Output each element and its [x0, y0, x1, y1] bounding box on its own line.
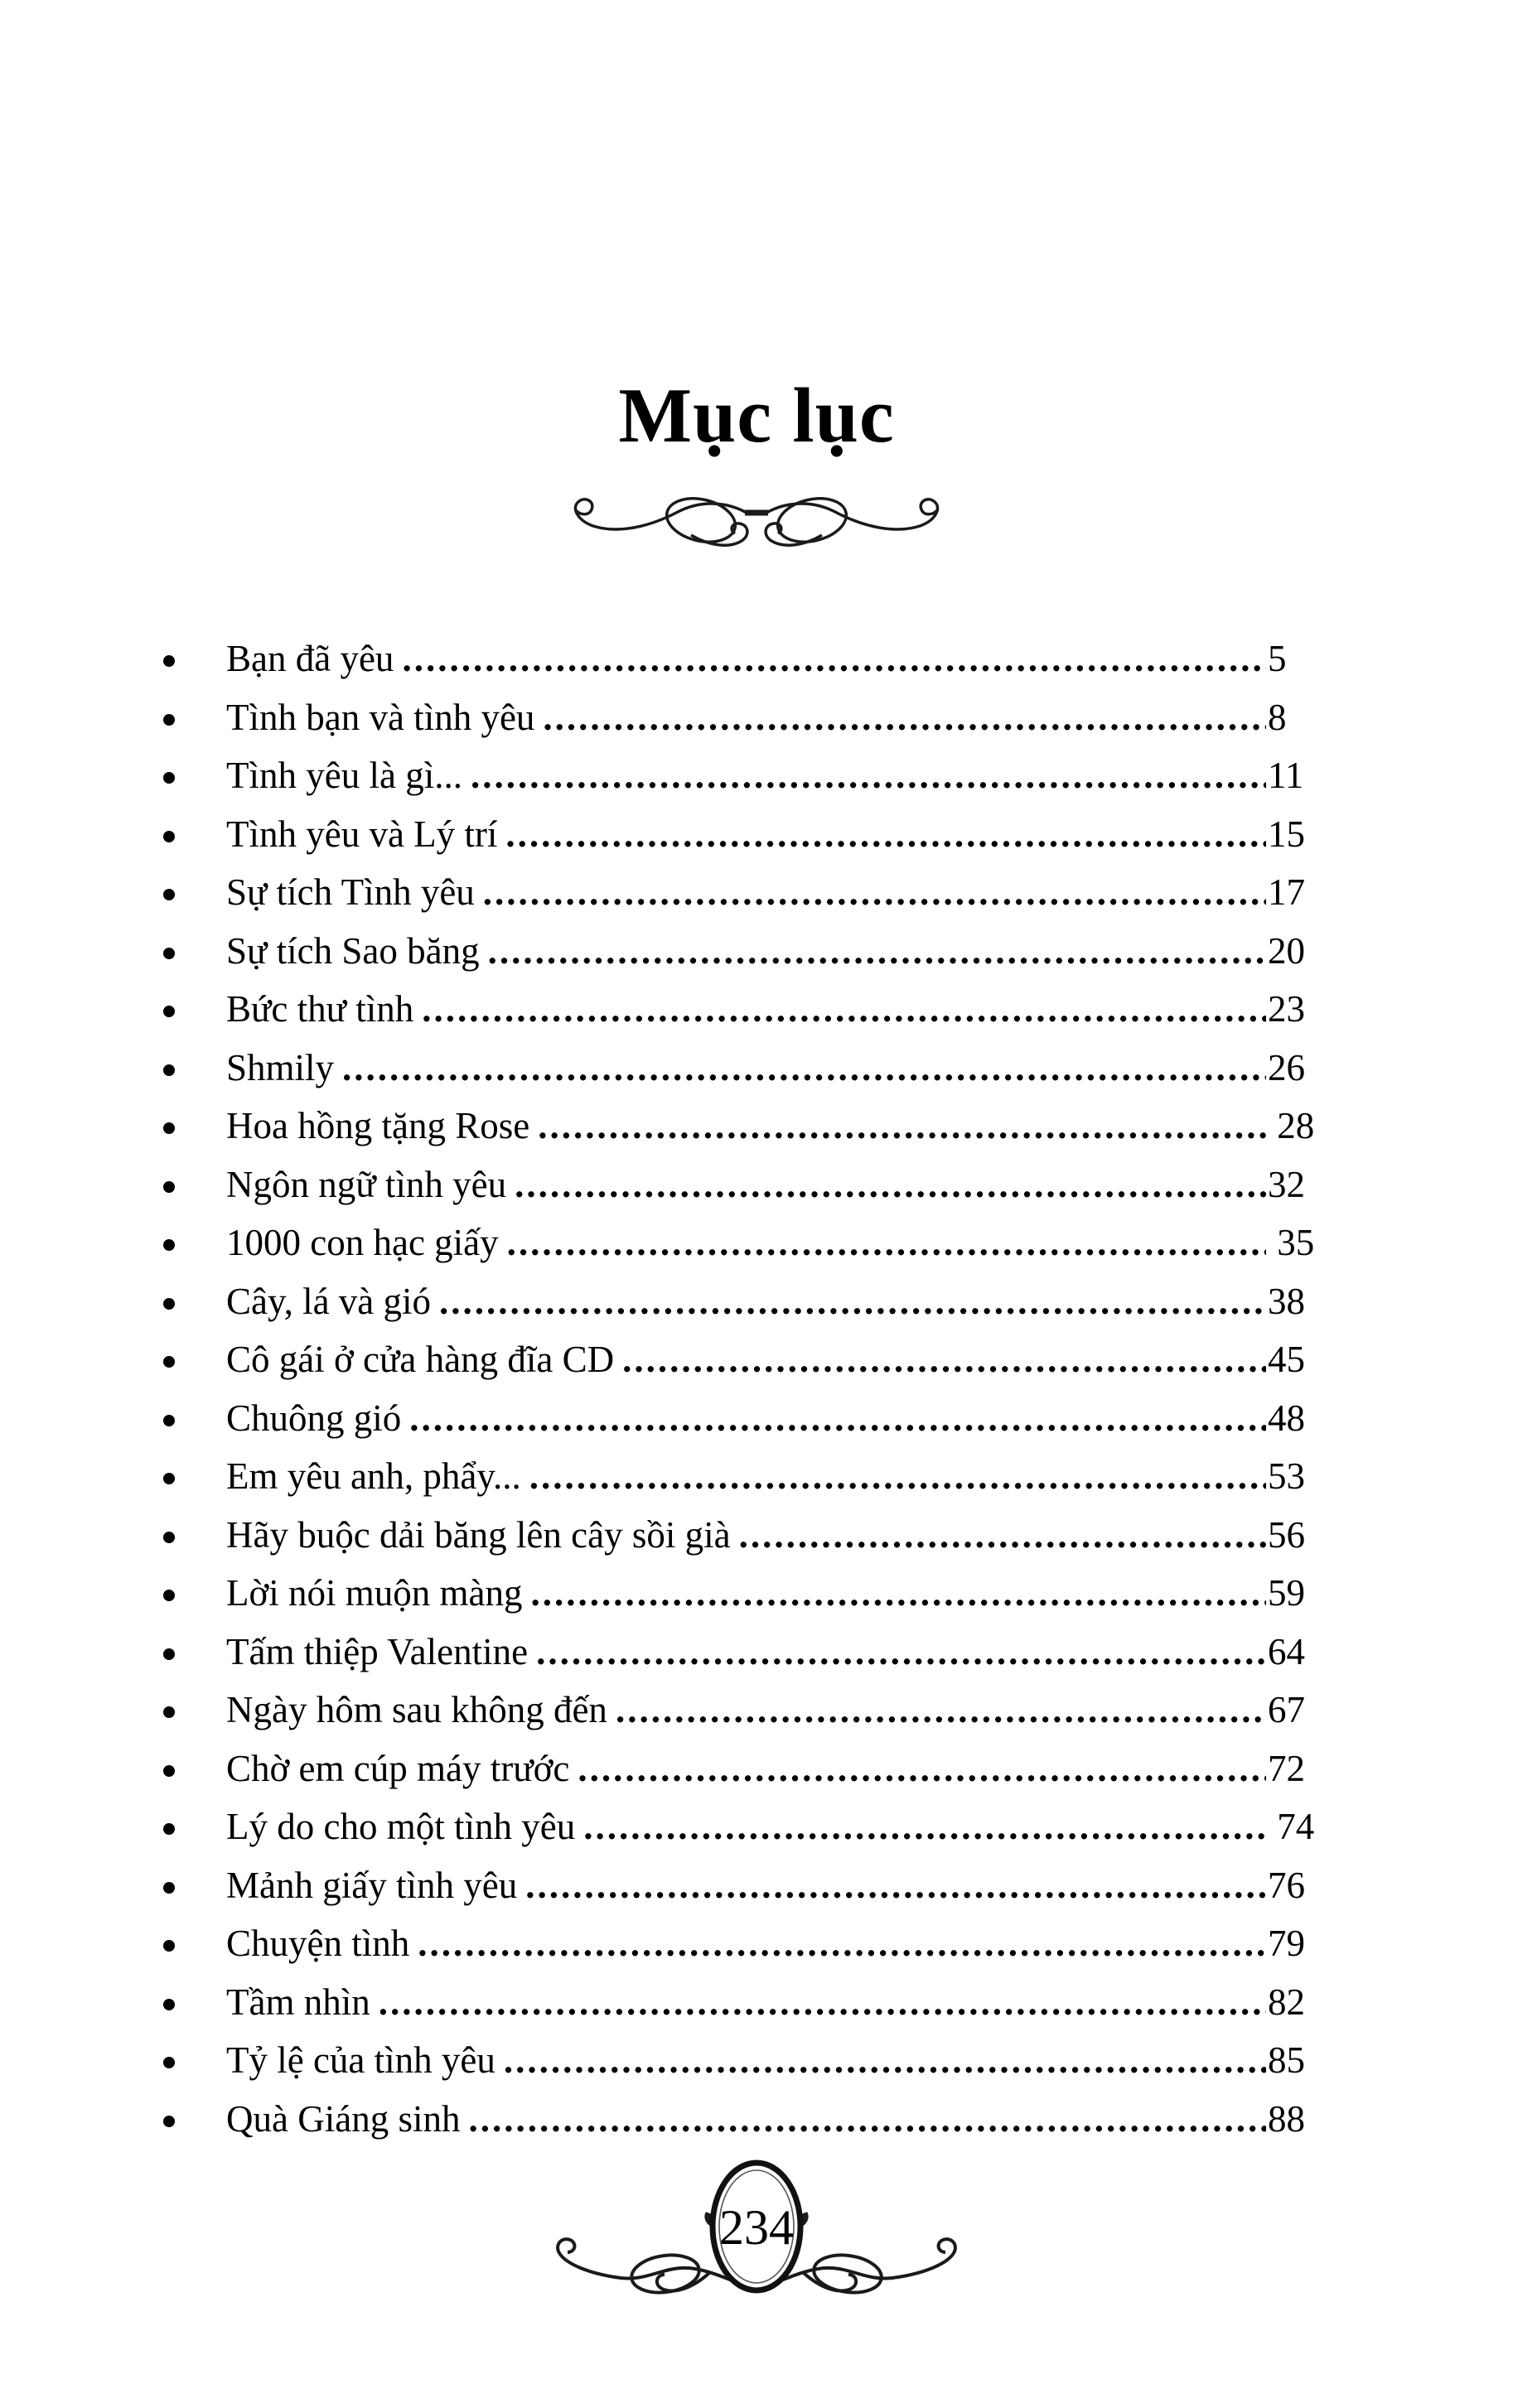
- leader-dots: [538, 1097, 1266, 1156]
- toc-item-page: 74: [1268, 1806, 1315, 1848]
- toc-item-title: Bức thư tình: [226, 988, 414, 1030]
- toc-item-title: Tình bạn và tình yêu: [226, 696, 535, 738]
- toc-row[interactable]: [163, 1156, 1334, 1214]
- toc-item-page: 35: [1268, 1222, 1315, 1264]
- leader-dots: [739, 1506, 1266, 1565]
- toc-item-title: Ngày hôm sau không đến: [226, 1689, 607, 1731]
- bullet-icon: [163, 1527, 226, 1543]
- leader-dots: [488, 922, 1266, 981]
- toc-list: [0, 630, 1513, 2148]
- toc-row[interactable]: [163, 1506, 1334, 1565]
- toc-item-title: 1000 con hạc giấy: [226, 1222, 499, 1264]
- toc-item-page: 20: [1268, 929, 1305, 972]
- toc-item-title: Tình yêu và Lý trí: [226, 813, 498, 855]
- bullet-icon: [163, 884, 226, 900]
- toc-row[interactable]: [163, 863, 1334, 922]
- toc-item-title: Ngôn ngữ tình yêu: [226, 1163, 507, 1205]
- toc-row[interactable]: [163, 922, 1334, 981]
- leader-dots: [422, 980, 1266, 1039]
- bullet-icon: [163, 709, 226, 726]
- toc-item-title: Cây, lá và gió: [226, 1280, 432, 1322]
- toc-row[interactable]: [163, 1330, 1334, 1389]
- bullet-icon: [163, 1701, 226, 1718]
- bullet-icon: [163, 1760, 226, 1777]
- toc-item-page: 17: [1268, 871, 1305, 914]
- leader-dots: [525, 1856, 1266, 1915]
- toc-row[interactable]: [163, 1039, 1334, 1098]
- page-title: Mục lục: [618, 373, 895, 459]
- toc-row[interactable]: [163, 1681, 1334, 1740]
- toc-item-page: 8: [1268, 696, 1287, 738]
- leader-dots: [515, 1156, 1266, 1214]
- toc-item-page: 28: [1268, 1105, 1315, 1147]
- bullet-icon: [163, 826, 226, 842]
- toc-item-page: 5: [1268, 638, 1287, 680]
- toc-item-page: 45: [1268, 1339, 1305, 1381]
- toc-row[interactable]: [163, 1798, 1334, 1856]
- toc-item-title: Em yêu anh, phẩy...: [226, 1455, 521, 1498]
- toc-row[interactable]: [163, 1214, 1334, 1272]
- toc-item-title: Shmily: [226, 1046, 335, 1088]
- bullet-icon: [163, 1468, 226, 1484]
- leader-dots: [468, 2090, 1266, 2149]
- leader-dots: [505, 805, 1266, 864]
- bullet-icon: [163, 1994, 226, 2010]
- toc-item-title: Hãy buộc dải băng lên cây sồi già: [226, 1513, 731, 1556]
- toc-item-page: 11: [1268, 755, 1304, 797]
- leader-dots: [536, 1623, 1266, 1682]
- leader-dots: [507, 1214, 1266, 1272]
- toc-item-page: 59: [1268, 1572, 1305, 1614]
- toc-item-page: 56: [1268, 1513, 1305, 1556]
- toc-row[interactable]: [163, 1097, 1334, 1156]
- toc-item-page: 15: [1268, 813, 1305, 855]
- toc-item-title: Quà Giáng sinh: [226, 2097, 461, 2140]
- bullet-icon: [163, 1410, 226, 1426]
- leader-dots: [616, 1681, 1266, 1740]
- bullet-icon: [163, 943, 226, 959]
- bullet-icon: [163, 650, 226, 667]
- leader-dots: [622, 1330, 1266, 1389]
- leader-dots: [471, 746, 1266, 805]
- bullet-icon: [163, 2111, 226, 2127]
- leader-dots: [504, 2031, 1266, 2090]
- toc-item-title: Lý do cho một tình yêu: [226, 1806, 576, 1848]
- toc-item-title: Tấm thiệp Valentine: [226, 1630, 529, 1672]
- toc-item-page: 82: [1268, 1981, 1305, 2023]
- footer-flourish-icon: [541, 2147, 972, 2336]
- bullet-icon: [163, 2052, 226, 2068]
- toc-item-page: 79: [1268, 1923, 1305, 1965]
- toc-row[interactable]: [163, 2090, 1334, 2149]
- leader-dots: [379, 1973, 1266, 2032]
- toc-item-page: 67: [1268, 1689, 1305, 1731]
- toc-row[interactable]: [163, 1389, 1334, 1448]
- toc-item-title: Hoa hồng tặng Rose: [226, 1105, 530, 1147]
- bullet-icon: [163, 1001, 226, 1017]
- toc-row[interactable]: [163, 746, 1334, 805]
- toc-item-page: 85: [1268, 2039, 1305, 2082]
- toc-item-title: Tình yêu là gì...: [226, 755, 462, 797]
- toc-row[interactable]: [163, 630, 1334, 688]
- toc-item-page: 48: [1268, 1397, 1305, 1439]
- bullet-icon: [163, 1117, 226, 1134]
- toc-row[interactable]: [163, 2031, 1334, 2090]
- bullet-icon: [163, 1059, 226, 1076]
- toc-row[interactable]: [163, 1973, 1334, 2032]
- bullet-icon: [163, 767, 226, 784]
- leader-dots: [531, 1564, 1266, 1623]
- bullet-icon: [163, 1877, 226, 1894]
- leader-dots: [402, 630, 1266, 688]
- toc-item-page: 76: [1268, 1864, 1305, 1906]
- toc-item-title: Bạn đã yêu: [226, 638, 394, 680]
- bullet-icon: [163, 1293, 226, 1310]
- toc-item-page: 26: [1268, 1046, 1305, 1088]
- bullet-icon: [163, 1818, 226, 1835]
- leader-dots: [342, 1039, 1266, 1098]
- leader-dots: [439, 1272, 1266, 1331]
- bullet-icon: [163, 1176, 226, 1193]
- bullet-icon: [163, 1935, 226, 1952]
- toc-item-title: Sự tích Tình yêu: [226, 871, 475, 914]
- toc-item-title: Chuyện tình: [226, 1923, 410, 1965]
- toc-item-title: Cô gái ở cửa hàng đĩa CD: [226, 1339, 615, 1381]
- toc-item-title: Tầm nhìn: [226, 1981, 370, 2023]
- leader-dots: [578, 1740, 1266, 1798]
- toc-item-title: Chờ em cúp máy trước: [226, 1747, 570, 1789]
- toc-item-title: Chuông gió: [226, 1397, 402, 1439]
- toc-item-page: 64: [1268, 1630, 1305, 1672]
- toc-item-page: 23: [1268, 988, 1305, 1030]
- toc-row[interactable]: [163, 1564, 1334, 1623]
- leader-dots: [418, 1914, 1266, 1973]
- toc-item-title: Tỷ lệ của tình yêu: [226, 2039, 495, 2082]
- toc-item-title: Lời nói muộn màng: [226, 1572, 523, 1614]
- leader-dots: [529, 1447, 1266, 1506]
- toc-row[interactable]: [163, 1740, 1334, 1798]
- toc-row[interactable]: [163, 1447, 1334, 1506]
- toc-row[interactable]: [163, 1914, 1334, 1973]
- bullet-icon: [163, 1643, 226, 1660]
- toc-item-title: Sự tích Sao băng: [226, 929, 480, 972]
- toc-item-page: 32: [1268, 1163, 1305, 1205]
- toc-row[interactable]: [163, 688, 1334, 747]
- toc-row[interactable]: [163, 980, 1334, 1039]
- leader-dots: [483, 863, 1266, 922]
- toc-item-title: Mảnh giấy tình yêu: [226, 1864, 518, 1906]
- toc-row[interactable]: [163, 1272, 1334, 1331]
- folio-number: 234: [719, 2200, 794, 2255]
- bullet-icon: [163, 1234, 226, 1251]
- toc-item-page: 72: [1268, 1747, 1305, 1789]
- leader-dots: [543, 688, 1266, 747]
- toc-row[interactable]: [163, 805, 1334, 864]
- flourish-divider-icon: [562, 475, 951, 555]
- toc-row[interactable]: [163, 1856, 1334, 1915]
- toc-item-page: 38: [1268, 1280, 1305, 1322]
- leader-dots: [409, 1389, 1266, 1448]
- leader-dots: [583, 1798, 1266, 1856]
- bullet-icon: [163, 1351, 226, 1368]
- toc-row[interactable]: [163, 1623, 1334, 1682]
- toc-item-page: 53: [1268, 1455, 1305, 1498]
- bullet-icon: [163, 1585, 226, 1601]
- toc-item-page: 88: [1268, 2097, 1305, 2140]
